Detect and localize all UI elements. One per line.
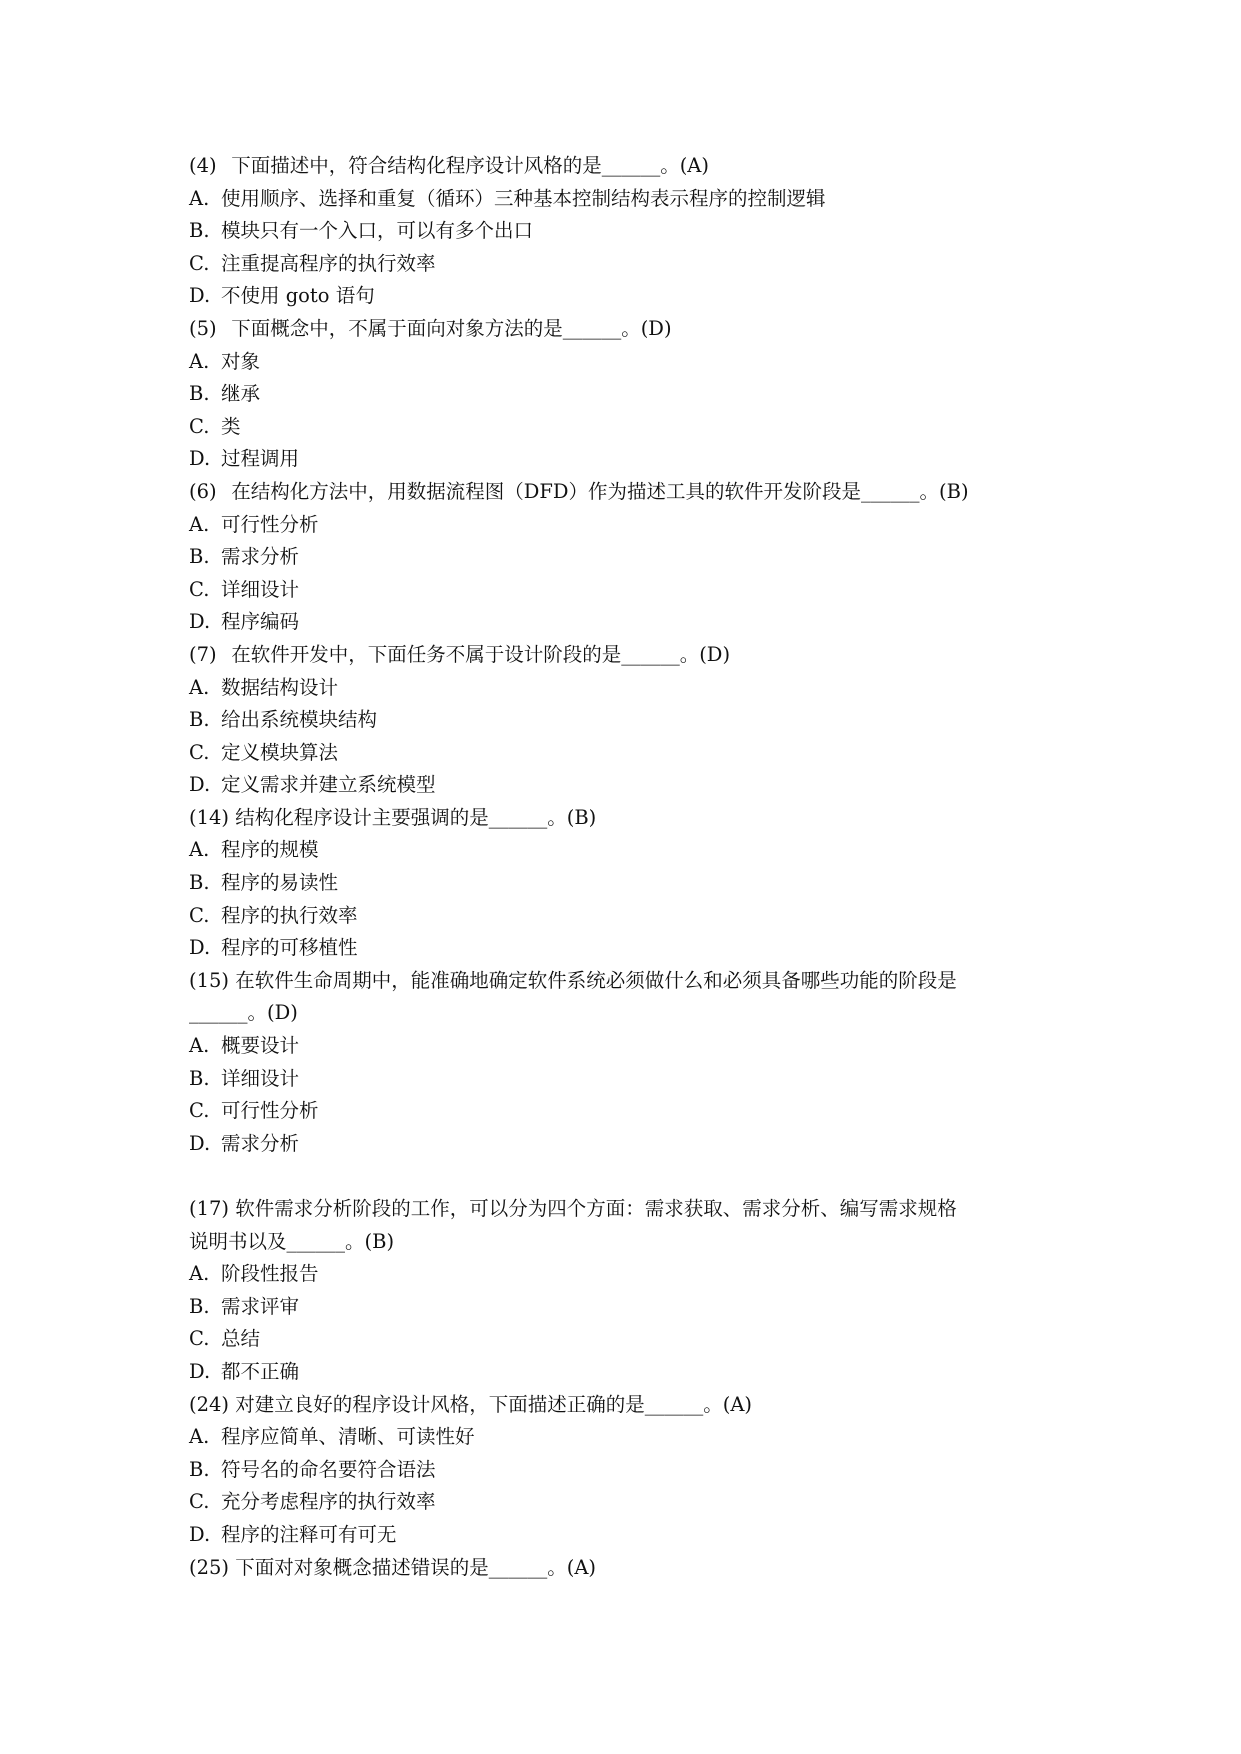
- option-letter: D.: [189, 936, 211, 960]
- answer-option: [189, 1323, 1069, 1356]
- option-text: 可行性分析: [221, 512, 319, 536]
- option-text: 程序的规模: [221, 838, 319, 862]
- option-letter: B.: [189, 1066, 210, 1090]
- option-letter: D.: [189, 1522, 211, 1546]
- question-text: 在结构化方法中，用数据流程图（DFD）作为描述工具的软件开发阶段是______。(B): [231, 479, 969, 503]
- continuation-text: 说明书以及______。(B): [189, 1229, 395, 1253]
- question-text: 结构化程序设计主要强调的是______。(B): [235, 805, 597, 829]
- answer-option: [189, 900, 1069, 933]
- option-text: 程序编码: [221, 610, 300, 634]
- answer-option: [189, 1356, 1069, 1389]
- answer-option: [189, 1128, 1069, 1161]
- question-number: (24): [189, 1392, 230, 1416]
- option-letter: A.: [189, 349, 210, 373]
- answer-option: [189, 737, 1069, 770]
- question-line: [189, 802, 1069, 835]
- option-letter: D.: [189, 610, 211, 634]
- question-line: [189, 1552, 1069, 1585]
- answer-option: [189, 867, 1069, 900]
- document-page: [189, 150, 1069, 1584]
- option-letter: B.: [189, 545, 210, 569]
- option-letter: C.: [189, 1327, 210, 1351]
- option-text: 定义模块算法: [221, 740, 339, 764]
- option-text: 对象: [221, 349, 261, 373]
- answer-option: [189, 769, 1069, 802]
- answer-option: [189, 1421, 1069, 1454]
- option-letter: C.: [189, 251, 210, 275]
- option-letter: D.: [189, 284, 211, 308]
- answer-option: [189, 1030, 1069, 1063]
- answer-option: [189, 606, 1069, 639]
- option-text: 继承: [221, 382, 261, 406]
- option-letter: D.: [189, 773, 211, 797]
- answer-option: [189, 183, 1069, 216]
- answer-option: [189, 1454, 1069, 1487]
- option-text: 详细设计: [221, 1066, 300, 1090]
- question-number: (17): [189, 1197, 230, 1220]
- option-letter: C.: [189, 903, 210, 927]
- question-number: (5): [189, 316, 217, 340]
- answer-option: [189, 574, 1069, 607]
- answer-option: [189, 1258, 1069, 1291]
- option-text: 程序应简单、清晰、可读性好: [221, 1425, 475, 1449]
- answer-option: [189, 834, 1069, 867]
- question-continuation: [189, 997, 1069, 1030]
- question-text: 下面描述中，符合结构化程序设计风格的是______。(A): [231, 154, 710, 177]
- option-text: 使用顺序、选择和重复（循环）三种基本控制结构表示程序的控制逻辑: [221, 186, 826, 210]
- option-text: 程序的可移植性: [221, 936, 358, 960]
- option-text: 阶段性报告: [221, 1262, 319, 1286]
- answer-option: [189, 932, 1069, 965]
- option-text: 需求评审: [221, 1294, 300, 1318]
- question-line: [189, 639, 1069, 672]
- option-text: 过程调用: [221, 447, 300, 471]
- option-letter: D.: [189, 1359, 211, 1383]
- option-letter: A.: [189, 1034, 210, 1058]
- option-text: 类: [221, 414, 241, 438]
- option-letter: C.: [189, 1490, 210, 1514]
- option-text: 详细设计: [221, 577, 300, 601]
- answer-option: [189, 346, 1069, 379]
- option-letter: A.: [189, 1425, 210, 1449]
- option-letter: A.: [189, 838, 210, 862]
- option-letter: B.: [189, 708, 210, 732]
- answer-option: [189, 1291, 1069, 1324]
- answer-option: [189, 411, 1069, 444]
- answer-option: [189, 443, 1069, 476]
- question-line: [189, 1389, 1069, 1422]
- blank-line: [189, 1160, 1069, 1193]
- option-letter: C.: [189, 740, 210, 764]
- option-text: 需求分析: [221, 545, 300, 569]
- option-text: 都不正确: [221, 1359, 300, 1383]
- answer-option: [189, 1063, 1069, 1096]
- option-letter: C.: [189, 1099, 210, 1123]
- option-letter: B.: [189, 1457, 210, 1481]
- option-text: 符号名的命名要符合语法: [221, 1457, 436, 1481]
- question-text: 对建立良好的程序设计风格，下面描述正确的是______。(A): [235, 1392, 753, 1416]
- option-text: 可行性分析: [221, 1099, 319, 1123]
- question-number: (25): [189, 1555, 230, 1579]
- option-letter: A.: [189, 675, 210, 699]
- answer-option: [189, 509, 1069, 542]
- question-number: (4): [189, 154, 217, 177]
- question-line: [189, 150, 1069, 183]
- answer-option: [189, 541, 1069, 574]
- option-letter: D.: [189, 447, 211, 471]
- option-letter: A.: [189, 186, 210, 210]
- option-text: 给出系统模块结构: [221, 708, 378, 732]
- question-line: [189, 1193, 1069, 1226]
- option-letter: C.: [189, 577, 210, 601]
- question-line: [189, 313, 1069, 346]
- option-letter: B.: [189, 382, 210, 406]
- answer-option: [189, 1095, 1069, 1128]
- question-number: (14): [189, 805, 230, 829]
- option-text: 程序的易读性: [221, 871, 339, 895]
- question-text: 在软件生命周期中，能准确地确定软件系统必须做什么和必须具备哪些功能的阶段是: [235, 968, 957, 992]
- option-letter: B.: [189, 1294, 210, 1318]
- option-text: 数据结构设计: [221, 675, 339, 699]
- option-text: 充分考虑程序的执行效率: [221, 1490, 436, 1514]
- option-text: 总结: [221, 1327, 261, 1351]
- answer-option: [189, 248, 1069, 281]
- option-text: 不使用 goto 语句: [221, 284, 375, 308]
- option-text: 需求分析: [221, 1131, 300, 1155]
- option-text: 模块只有一个入口，可以有多个出口: [221, 219, 534, 243]
- option-text: 定义需求并建立系统模型: [221, 773, 436, 797]
- answer-option: [189, 280, 1069, 313]
- question-number: (6): [189, 479, 217, 503]
- answer-option: [189, 704, 1069, 737]
- option-letter: A.: [189, 512, 210, 536]
- question-number: (7): [189, 642, 217, 666]
- question-number: (15): [189, 968, 230, 992]
- continuation-text: ______。(D): [189, 1001, 298, 1025]
- answer-option: [189, 1486, 1069, 1519]
- answer-option: [189, 378, 1069, 411]
- option-text: 概要设计: [221, 1034, 300, 1058]
- question-line: [189, 476, 1069, 509]
- option-letter: B.: [189, 219, 210, 243]
- option-letter: C.: [189, 414, 210, 438]
- answer-option: [189, 1519, 1069, 1552]
- question-line: [189, 965, 1069, 998]
- question-text: 在软件开发中，下面任务不属于设计阶段的是______。(D): [231, 642, 731, 666]
- option-text: 程序的执行效率: [221, 903, 358, 927]
- answer-option: [189, 672, 1069, 705]
- question-text: 下面概念中，不属于面向对象方法的是______。(D): [231, 316, 672, 340]
- option-text: 注重提高程序的执行效率: [221, 251, 436, 275]
- question-text: 下面对对象概念描述错误的是______。(A): [235, 1555, 597, 1579]
- option-letter: D.: [189, 1131, 211, 1155]
- option-letter: B.: [189, 871, 210, 895]
- option-letter: A.: [189, 1262, 210, 1286]
- answer-option: [189, 215, 1069, 248]
- question-text: 软件需求分析阶段的工作，可以分为四个方面：需求获取、需求分析、编写需求规格: [235, 1197, 957, 1220]
- question-continuation: [189, 1226, 1069, 1259]
- option-text: 程序的注释可有可无: [221, 1522, 397, 1546]
